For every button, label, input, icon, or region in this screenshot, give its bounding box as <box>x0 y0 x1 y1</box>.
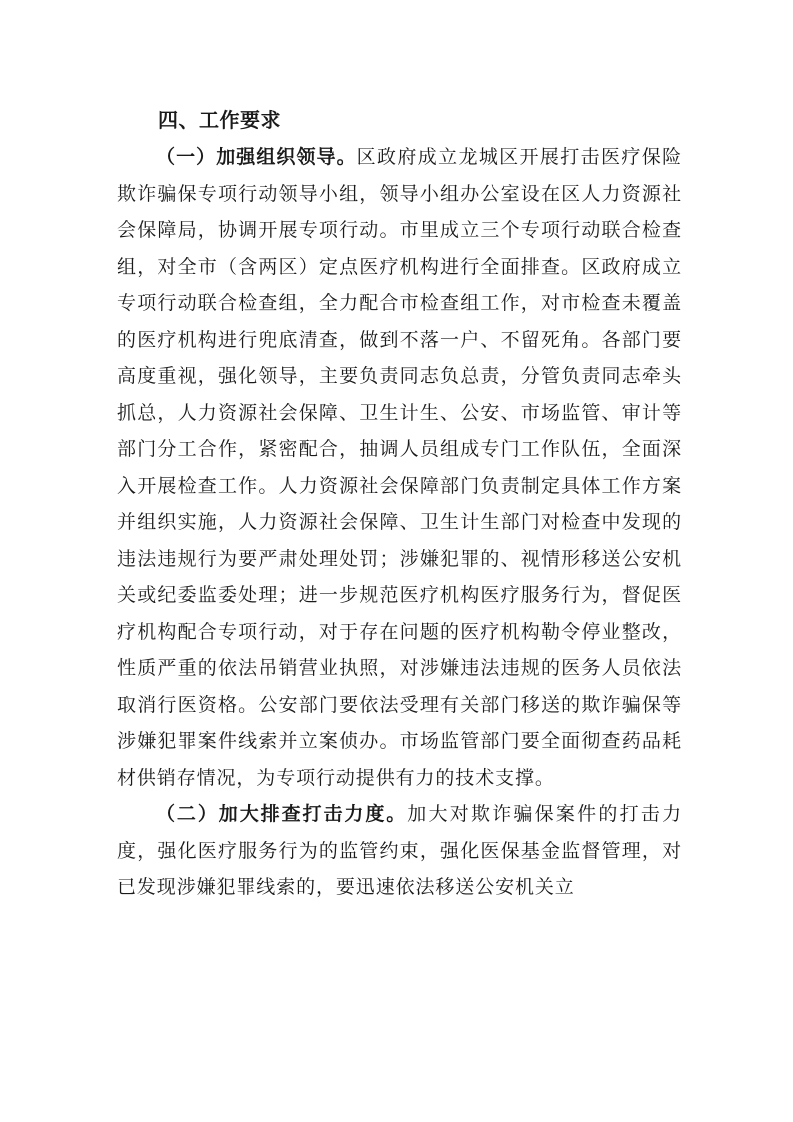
paragraph-lead: （二）加大排查打击力度。 <box>156 803 408 825</box>
paragraph-body: 加大对欺诈骗保案件的打击力度，强化医疗服务行为的监管约束，强化医保基金监督管理，对已发现涉嫌犯罪线索的，要迅速依法移送公安机关立 <box>117 803 682 898</box>
paragraph-lead: （一）加强组织领导。 <box>156 146 357 168</box>
section-heading: 四、工作要求 <box>158 108 281 132</box>
paragraph-strengthen-leadership <box>117 139 682 796</box>
paragraph-intensify-crackdown <box>117 796 682 906</box>
document-body <box>117 104 682 906</box>
paragraph-body: 区政府成立龙城区开展打击医疗保险欺诈骗保专项行动领导小组，领导小组办公室设在区人力资源社会保障局，协调开展专项行动。市里成立三个专项行动联合检查组，对全市（含两区）定点医疗机构进行全面排查。区政府成立专项行动联合检查组，全力配合市检查组工作，对市检查未覆盖的医疗机构进行兜底清查，做到不落一户、不留死角。各部门要高度重视，强化领导，主要负责同志负总责，分管负责同志牵头抓总，人力资源社会保障、卫生计生、公安、市场监管、审计等部门分工合作，紧密配合，抽调人员组成专门工作队伍，全面深入开展检查工作。人力资源社会保障部门负责制定具体工作方案并组织实施，人力资源社会保障、卫生计生部门对检查中发现的违法违规行为要严肃处理处罚；涉嫌犯罪的、视情形移送公安机关或纪委监委处理；进一步规范医疗机构医疗服务行为，督促医疗机构配合专项行动，对于存在问题的医疗机构勒令停业整改，性质严重的依法吊销营业执照，对涉嫌违法违规的医务人员依法取消行医资格。公安部门要依法受理有关部门移送的欺诈骗保等涉嫌犯罪案件线索并立案侦办。市场监管部门要全面彻查药品耗材供销存情况，为专项行动提供有力的技术支撑。 <box>117 146 682 789</box>
